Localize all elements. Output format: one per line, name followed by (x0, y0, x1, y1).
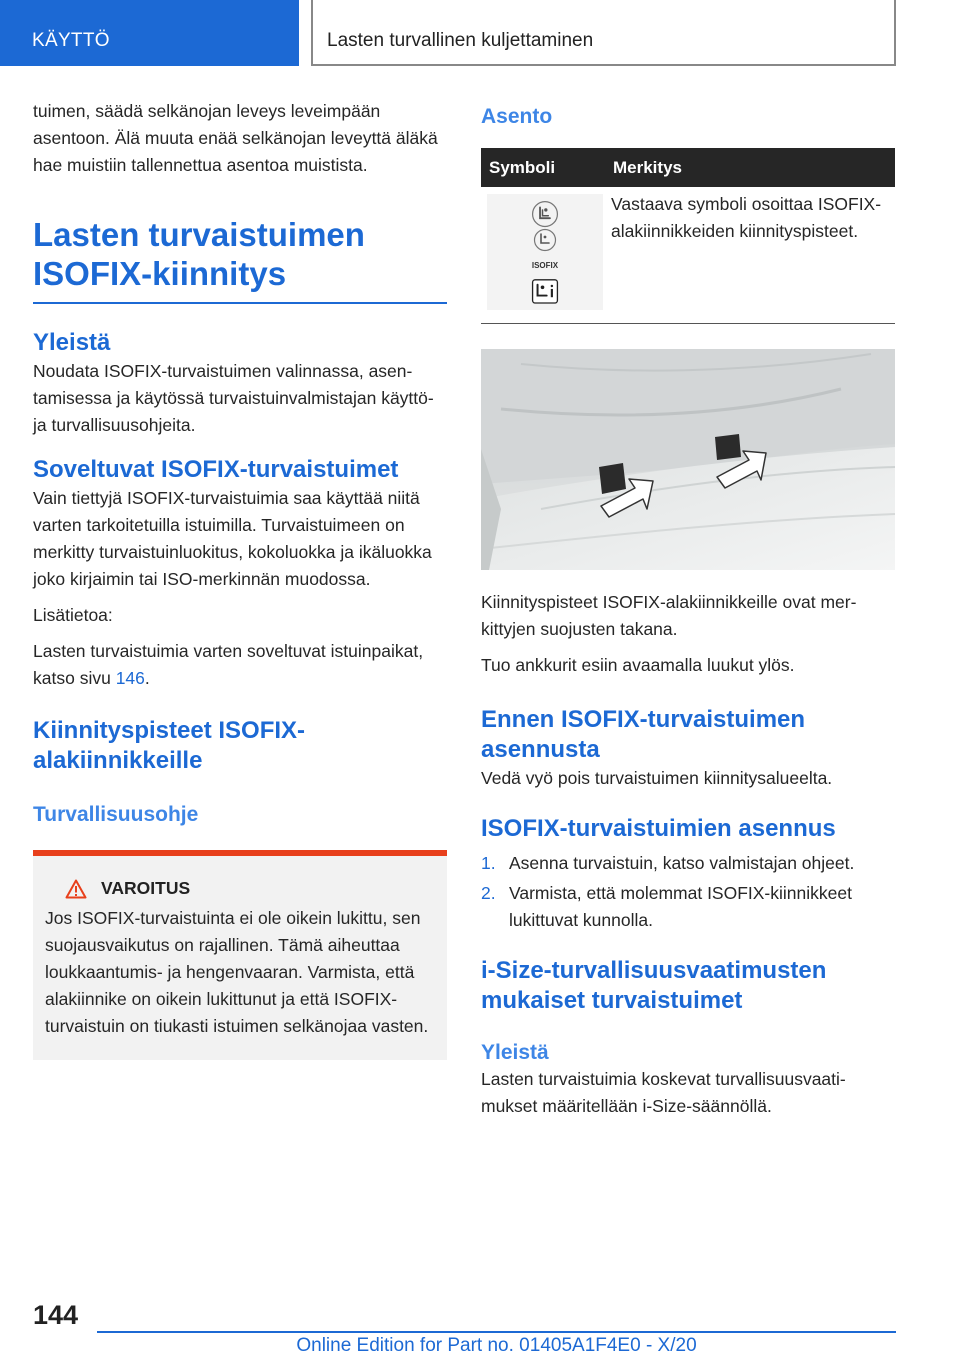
general-paragraph: Noudata ISOFIX-turvaistuimen valinnassa, asentamisessa ja käytössä turvaistuinvalmistajan käyttö- ja turvallisuusohjeita. (33, 361, 434, 435)
isofix-seat-symbol-icon (528, 200, 562, 228)
header-chapter-label: Lasten turvallinen kuljettaminen (327, 30, 594, 51)
suitable-seats-heading: Soveltuvat ISOFIX-turvaistuimet (33, 456, 399, 483)
right-column (481, 98, 895, 1120)
child-seat-info-icon (529, 279, 561, 304)
left-column (33, 98, 447, 1060)
footer-divider (97, 1331, 896, 1333)
page-number: 144 (33, 1300, 79, 1330)
photo-caption-2: Tuo ankkurit esiin avaamalla luukut ylös. (481, 654, 795, 675)
isofix-symbol-label: ISOFIX (531, 261, 559, 271)
before-install-heading: Ennen ISOFIX-turvaistuimen asennusta (481, 705, 806, 763)
header-section-tab (0, 0, 299, 66)
install-heading: ISOFIX-turvaistuimien asennus (481, 814, 836, 842)
footer-edition: Online Edition for Part no. 01405A1F4E0 - X/20 (296, 1335, 697, 1356)
symbol-cell (481, 187, 605, 323)
step-number: 2. (481, 882, 496, 903)
isofix-small-seat-icon (533, 228, 557, 252)
warning-triangle-icon (65, 879, 87, 899)
main-heading: Lasten turvaistuimen ISOFIX-kiinnitys (33, 215, 447, 304)
page-reference-link[interactable]: 146 (115, 668, 145, 688)
before-install-paragraph: Vedä vyö pois turvaistuimen kiinnitysalueelta. (481, 767, 833, 788)
more-info-label: Lisätietoa: (33, 605, 113, 625)
header-section-label: KÄYTTÖ (32, 30, 110, 51)
symbol-column-header: Symboli (481, 148, 605, 187)
header-chapter-tab (311, 0, 896, 66)
isofix-anchor-photo (481, 349, 895, 570)
list-item (481, 850, 895, 877)
step-text: Varmista, että molemmat ISOFIX-kiinnikkeet lukittuvat kunnolla. (509, 882, 852, 930)
suitable-seats-paragraph: Vain tiettyjä ISOFIX-turvaistuimia saa käyttää niitä varten tarkoitetuilla istuimilla. Turvaistuimeen on merkitty turvaistuinluokitus, kokoluokka ja ikäluokka joko kirjaimin tai ISO-merkinnän muodossa. (33, 488, 432, 589)
general-heading: Yleistä (33, 329, 111, 356)
isofix-symbols-image (487, 194, 603, 310)
position-heading: Asento (481, 105, 553, 128)
safety-heading: Turvallisuusohje (33, 803, 199, 826)
isize-general-heading: Yleistä (481, 1040, 549, 1064)
symbol-table (481, 148, 895, 324)
list-item (481, 880, 895, 934)
symbol-table-header (481, 148, 895, 187)
step-number: 1. (481, 852, 496, 873)
warning-title-row (45, 878, 435, 899)
reference-end: . (144, 668, 150, 688)
step-text: Asenna turvaistuin, katso valmistajan ohjeet. (509, 852, 855, 873)
isize-paragraph: Lasten turvaistuimia koskevat turvallisuusvaatimukset määritellään i-Size-säännöllä. (481, 1068, 846, 1116)
photo-caption: Kiinnityspisteet ISOFIX-alakiinnikkeille ovat merkittyjen suojusten takana. (481, 591, 857, 639)
reference-text: Lasten turvaistuimia varten soveltuvat istuinpaikat, katso sivu (33, 641, 424, 688)
isofix-labeled-symbol (532, 228, 558, 279)
meaning-cell: Vastaava symboli osoittaa ISOFIX-alakiinnikkeiden kiinnityspisteet. (605, 187, 895, 323)
meaning-column-header: Merkitys (605, 148, 895, 187)
warning-box (33, 850, 447, 1060)
warning-title: VAROITUS (101, 878, 191, 898)
reference-paragraph (33, 638, 447, 692)
intro-paragraph: tuimen, säädä selkänojan leveys leveimpään asentoon. Älä muuta enää selkänojan leveyttä äläkä hae muistiin tallennettua asentoa muistista. (33, 101, 438, 175)
warning-text: Jos ISOFIX-turvaistuinta ei ole oikein lukittu, sen suojausvaikutus on rajallinen. Tämä aiheuttaa loukkaantumis- ja hengenvaaran. Varmista, että alakiinnike on oikein lukittunut ja että ISOFIX-turvaistuin on tiukasti istuimen selkänojaa vasten. (45, 908, 429, 1036)
isize-heading: i-Size-turvallisuusvaatimusten mukaiset turvaistuimet (481, 956, 827, 1014)
anchors-heading: Kiinnityspisteet ISOFIX-alakiinnikkeille (33, 717, 306, 774)
install-steps-list (481, 850, 895, 934)
table-row (481, 187, 895, 323)
